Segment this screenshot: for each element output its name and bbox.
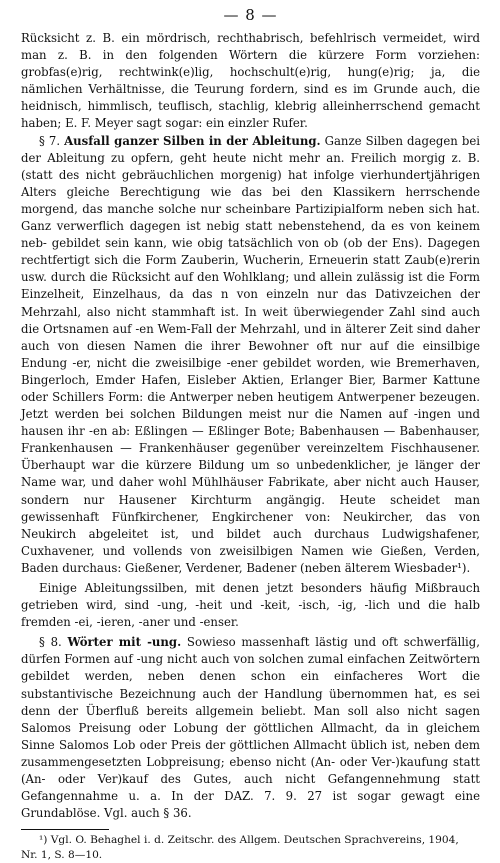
section-heading: Ausfall ganzer Silben in der Ableitung. xyxy=(64,133,321,148)
paragraph-section-7 xyxy=(21,133,480,577)
footnote-divider xyxy=(21,829,109,830)
body-text xyxy=(21,30,480,822)
section-number: § 7. xyxy=(39,133,61,148)
section-body: Sowieso massenhaft lästig und oft schwerfällig, dürfen Formen auf -ung nicht auch von solchen zumal einfachen Zeitwörtern gebildet werden, neben denen schon ein einfacheres Wort die substantivische Bezeichnung auch der Handlung übernommen hat, es sei denn der Überfluß bereits allgemein beliebt. Man soll also nicht sagen Salomos Preisung oder Lobung der göttlichen Allmacht, da in gleichem Sinne Salomos Lob oder Preis der göttlichen Allmacht üblich ist, neben dem zusammengesetzten Lobpreisung; ebenso nicht (An- oder Ver-)kaufung statt (An- oder Ver)kauf des Gutes, auch nicht Gefangennehmung statt Gefangennahme u. a. In der DAZ. 7. 9. 27 ist sogar gewagt eine Grundablöse. Vgl. auch § 36. xyxy=(21,635,480,821)
footnote-line-1 xyxy=(39,833,480,848)
paragraph-1: Rücksicht z. B. ein mördrisch, rechthabrisch, befehlrisch vermeidet, wird man z. B. in den folgenden Wörtern die kürzere Form vorziehen: grobfas(e)rig, rechtwink(e)lig, hochschult(e)rig, hung(e)rig; ja, die nämlichen Verhältnisse, die Teurung fordern, sind es im Grunde auch, die heidnisch, himmlisch, teuflisch, stachlig, klebrig alleinherrschend gemacht haben; E. F. Meyer sagt sogar: ein einzler Rufer. xyxy=(21,31,480,131)
footnote-line-2: Nr. 1, S. 8—10. xyxy=(21,849,103,862)
footnote xyxy=(21,833,480,863)
section-body: Ganze Silben dagegen bei der Ableitung zu opfern, geht heute nicht mehr an. Freilich morgig z. B. (statt des nicht gebräuchlichen morgenig) hat infolge vierhundertjährigen Alters gleiche Berechtigung wie das bei den Klassikern herrschende morgend, das manche solche nur scheinbare Partizipialform neben sich hat. Ganz verwerflich dagegen ist nebig statt nebenstehend, da es von keinem neb- gebildet sein kann, wie obig tatsächlich von ob (ob der Ens). Dagegen rechtfertigt sich die Form Zauberin, Wucherin, Erneuerin statt Zaub(e)rerin usw. durch die Rücksicht auf den Wohlklang; und allein zulässig ist die Form Einzelheit, Einzelhaus, da das n von einzeln nur das Dativzeichen der Mehrzahl, also nicht stammhaft ist. In weit überwiegender Zahl sind auch die Ortsnamen auf -en Wem-Fall der Mehrzahl, und in älterer Zeit sind daher auch von diesen Namen die ihrer Bewohner oft nur auf die einsilbige Endung -er, nicht die zweisilbige -ener gebildet worden, wie Bremerhaven, Bingerloch, Emder Hafen, Eisleber Aktien, Erlanger Bier, Barmer Kattune oder Schillers Form: die Antwerper neben heutigem Antwerpener bezeugen. Jetzt werden bei solchen Bildungen meist nur die Namen auf -ingen und hausen ihr -en ab: Eßlingen — Eßlinger Bote; Babenhausen — Babenhauser, Frankenhausen — Frankenhäuser gegenüber vereinzeltem Fischhausener. Überhaupt war die kürzere Bildung um so unbedenklicher, je länger der Name war, und daher wohl Mühlhäuser Fabrikate, aber nicht auch Hauser, sondern nur Hausener Kirchturm angängig. Heute scheidet man gewissenhaft Fünfkirchener, Engkirchener von: Neukircher, das von Neukirch abgeleitet ist, und bildet auch durchaus Ludwigshafener, Cuxhavener, und vollends von zweisilbigen Namen wie Gießen, Verden, Baden durchaus: Gießener, Verdener, Badener (neben älterem Wiesbader¹). xyxy=(21,133,480,575)
page-number: — 8 — xyxy=(223,6,278,24)
footnote-marker: ¹) xyxy=(39,834,48,847)
paragraph-ableitungssilben: Einige Ableitungssilben, mit denen jetzt besonders häufig Mißbrauch getrieben wird, sind -ung, -heit und -keit, -isch, -ig, -lich und die halb fremden -ei, -ieren, -aner und -enser. xyxy=(21,581,480,630)
section-number: § 8. xyxy=(39,635,62,650)
section-heading: Wörter mit -ung. xyxy=(67,635,182,650)
footnote-text: Vgl. O. Behaghel i. d. Zeitschr. des Allgem. Deutschen Sprachvereins, 1904, xyxy=(50,834,459,847)
paragraph-section-8 xyxy=(21,634,480,822)
